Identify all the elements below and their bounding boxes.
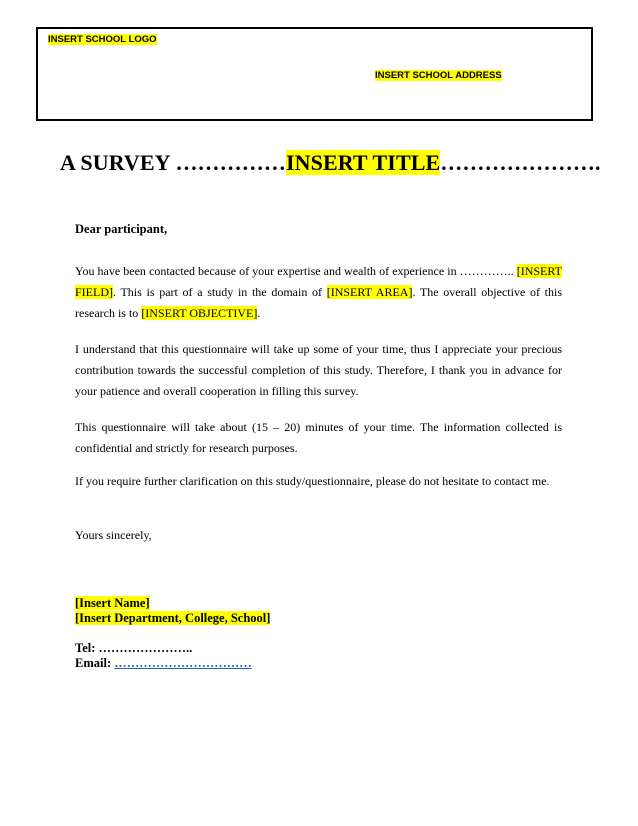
email-link[interactable]: …………………………… bbox=[114, 656, 252, 670]
email-label: Email: bbox=[75, 656, 112, 670]
signature-block bbox=[75, 596, 562, 626]
paragraph-clarification: If you require further clarification on this study/questionnaire, please do not hesitate to contact me. bbox=[75, 474, 550, 488]
tel-line bbox=[75, 641, 562, 656]
school-logo-placeholder: INSERT SCHOOL LOGO bbox=[48, 34, 157, 45]
survey-title bbox=[60, 150, 601, 176]
title-suffix: …………………. bbox=[440, 150, 601, 175]
email-line bbox=[75, 656, 562, 671]
intro-end: . bbox=[257, 306, 261, 320]
signature-name: [Insert Name] bbox=[75, 596, 150, 610]
objective-placeholder: [INSERT OBJECTIVE] bbox=[141, 306, 258, 320]
greeting: Dear participant, bbox=[75, 222, 168, 236]
tel-label: Tel: bbox=[75, 641, 96, 655]
intro-mid-2: . The overall objective of this research is to bbox=[75, 285, 562, 320]
school-address-placeholder: INSERT SCHOOL ADDRESS bbox=[375, 70, 502, 81]
field-placeholder: [INSERT FIELD] bbox=[75, 264, 562, 299]
paragraph-intro bbox=[75, 261, 562, 324]
title-prefix: A SURVEY …………… bbox=[60, 150, 286, 175]
school-header-box bbox=[36, 27, 593, 121]
tel-value: ………………….. bbox=[98, 641, 193, 655]
paragraph-appreciation: I understand that this questionnaire will take up some of your time, thus I appreciate your precious contribution towards the successful completion of this study. Therefore, I thank you in advance for your patience and overall cooperation in filling this survey. bbox=[75, 342, 562, 398]
closing: Yours sincerely, bbox=[75, 528, 152, 542]
contact-block bbox=[75, 641, 562, 671]
area-placeholder: [INSERT AREA] bbox=[326, 285, 413, 299]
signature-department: [Insert Department, College, School] bbox=[75, 611, 271, 625]
title-placeholder: INSERT TITLE bbox=[285, 150, 441, 175]
paragraph-duration: This questionnaire will take about (15 – 20) minutes of your time. The information collected is confidential and strictly for research purposes. bbox=[75, 420, 562, 455]
intro-mid-1: . This is part of a study in the domain of bbox=[113, 285, 327, 299]
intro-text: You have been contacted because of your expertise and wealth of experience in ………….. bbox=[75, 264, 517, 278]
